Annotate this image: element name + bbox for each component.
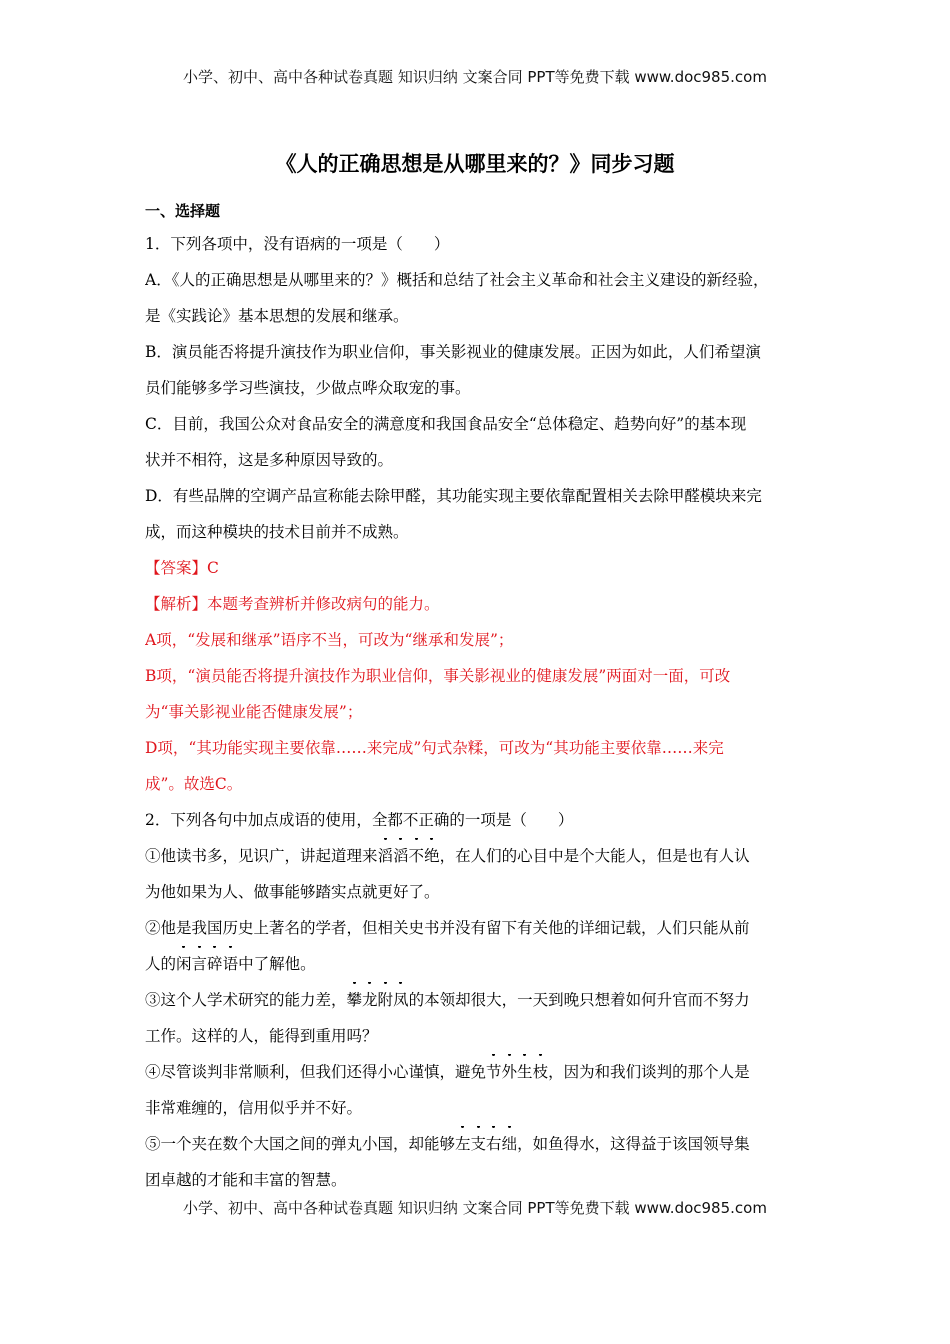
dotted-char: 外 bbox=[502, 1054, 518, 1090]
sentence-5-text: ⑤一个夹在数个大国之间的弹丸小国，却能够 bbox=[145, 1135, 456, 1153]
explanation-b-line-1: B项，“演员能否将提升演技作为职业信仰，事关影视业的健康发展”两面对一面，可改 bbox=[145, 667, 731, 685]
option-d-line-2: 成，而这种模块的技术目前并不成熟。 bbox=[145, 523, 409, 541]
analysis-tag: 【解析】 bbox=[145, 595, 208, 613]
option-b-line-1: B．演员能否将提升演技作为职业信仰，事关影视业的健康发展。正因为如此，人们希望演 bbox=[145, 343, 761, 361]
sentence-3-line-1 bbox=[145, 982, 825, 1018]
dotted-char: 龙 bbox=[362, 982, 378, 1018]
sentence-4-line-2: 非常难缠的，信用似乎并不好。 bbox=[145, 1099, 363, 1117]
option-c-line-1: C．目前，我国公众对食品安全的满意度和我国食品安全“总体稳定、趋势向好”的基本现 bbox=[145, 415, 747, 433]
dotted-char: 语 bbox=[223, 946, 239, 982]
sentence-1-line-2: 为他如果为人、做事能够踏实点就更好了。 bbox=[145, 883, 440, 901]
question-2-stem: 2．下列各句中加点成语的使用，全都不正确的一项是（ ） bbox=[145, 811, 574, 829]
dotted-char: 凤 bbox=[393, 982, 409, 1018]
option-d-line-1: D．有些品牌的空调产品宣称能去除甲醛，其功能实现主要依靠配置相关去除甲醛模块来完 bbox=[145, 487, 762, 505]
analysis-line bbox=[145, 586, 825, 622]
explanation-b-line-2: 为“事关影视业能否健康发展”； bbox=[145, 703, 363, 721]
sentence-5-line-1 bbox=[145, 1126, 825, 1162]
option-a-line-1: A．《人的正确思想是从哪里来的？》概括和总结了社会主义革命和社会主义建设的新经验， bbox=[145, 271, 769, 289]
sentence-5-text-after: ，如鱼得水，这得益于该国领导集 bbox=[517, 1135, 750, 1153]
sentence-3-text: ③这个人学术研究的能力差， bbox=[145, 991, 347, 1009]
dotted-char: 滔 bbox=[393, 838, 409, 874]
dotted-char: 生 bbox=[517, 1054, 533, 1090]
explanation-a: A项，“发展和继承”语序不当，可改为“继承和发展”； bbox=[145, 631, 514, 649]
sentence-2-text: 人的 bbox=[145, 955, 177, 973]
sentence-3-text-after: 的本领却很大，一天到晚只想着如何升官而不努力 bbox=[408, 991, 750, 1009]
dotted-char: 滔 bbox=[378, 838, 394, 874]
dotted-char: 附 bbox=[378, 982, 394, 1018]
sentence-4-text: ④尽管谈判非常顺利，但我们还得小心谨慎，避免 bbox=[145, 1063, 487, 1081]
dotted-char: 绝 bbox=[424, 838, 440, 874]
dotted-char: 左 bbox=[455, 1126, 471, 1162]
header-banner: 小学、初中、高中各种试卷真题 知识归纳 文案合同 PPT等免费下载 www.doc985.com bbox=[183, 68, 767, 86]
content-body bbox=[145, 196, 825, 1198]
sentence-2-line-2 bbox=[145, 946, 825, 982]
sentence-2-text-after: 中了解他。 bbox=[238, 955, 316, 973]
explanation-d-line-2: 成”。故选C。 bbox=[145, 775, 243, 793]
dotted-char: 不 bbox=[409, 838, 425, 874]
footer-banner: 小学、初中、高中各种试卷真题 知识归纳 文案合同 PPT等免费下载 www.doc985.com bbox=[183, 1199, 767, 1217]
sentence-1-text: ①他读书多，见识广，讲起道理来 bbox=[145, 847, 378, 865]
analysis-text: 本题考查辨析并修改病句的能力。 bbox=[207, 595, 440, 613]
dotted-char: 绌 bbox=[502, 1126, 518, 1162]
dotted-char: 攀 bbox=[347, 982, 363, 1018]
option-c-line-2: 状并不相符，这是多种原因导致的。 bbox=[145, 451, 394, 469]
sentence-2-line-1: ②他是我国历史上著名的学者，但相关史书并没有留下有关他的详细记载，人们只能从前 bbox=[145, 919, 750, 937]
sentence-3-line-2: 工作。这样的人，能得到重用吗？ bbox=[145, 1027, 378, 1045]
sentence-4-line-1 bbox=[145, 1054, 825, 1090]
option-a-line-2: 是《实践论》基本思想的发展和继承。 bbox=[145, 307, 409, 325]
page-title: 《人的正确思想是从哪里来的？》同步习题 bbox=[275, 152, 675, 176]
dotted-char: 碎 bbox=[207, 946, 223, 982]
sentence-4-text-after: ，因为和我们谈判的那个人是 bbox=[548, 1063, 750, 1081]
dotted-char: 支 bbox=[471, 1126, 487, 1162]
sentence-1-text-after: ，在人们的心目中是个大能人，但是也有人认 bbox=[439, 847, 750, 865]
dotted-char: 枝 bbox=[533, 1054, 549, 1090]
option-b-line-2: 员们能够多学习些演技，少做点哗众取宠的事。 bbox=[145, 379, 471, 397]
section-heading: 一、选择题 bbox=[145, 202, 221, 220]
sentence-1-line-1 bbox=[145, 838, 825, 874]
dotted-char: 言 bbox=[192, 946, 208, 982]
sentence-5-line-2: 团卓越的才能和丰富的智慧。 bbox=[145, 1171, 347, 1189]
explanation-d-line-1: D项，“其功能实现主要依靠……来完成”句式杂糅，可改为“其功能主要依靠……来完 bbox=[145, 739, 724, 757]
dotted-char: 闲 bbox=[176, 946, 192, 982]
dotted-char: 右 bbox=[486, 1126, 502, 1162]
question-1-stem: 1．下列各项中，没有语病的一项是（ ） bbox=[145, 235, 450, 253]
dotted-char: 节 bbox=[486, 1054, 502, 1090]
answer-line: 【答案】C bbox=[145, 559, 219, 577]
